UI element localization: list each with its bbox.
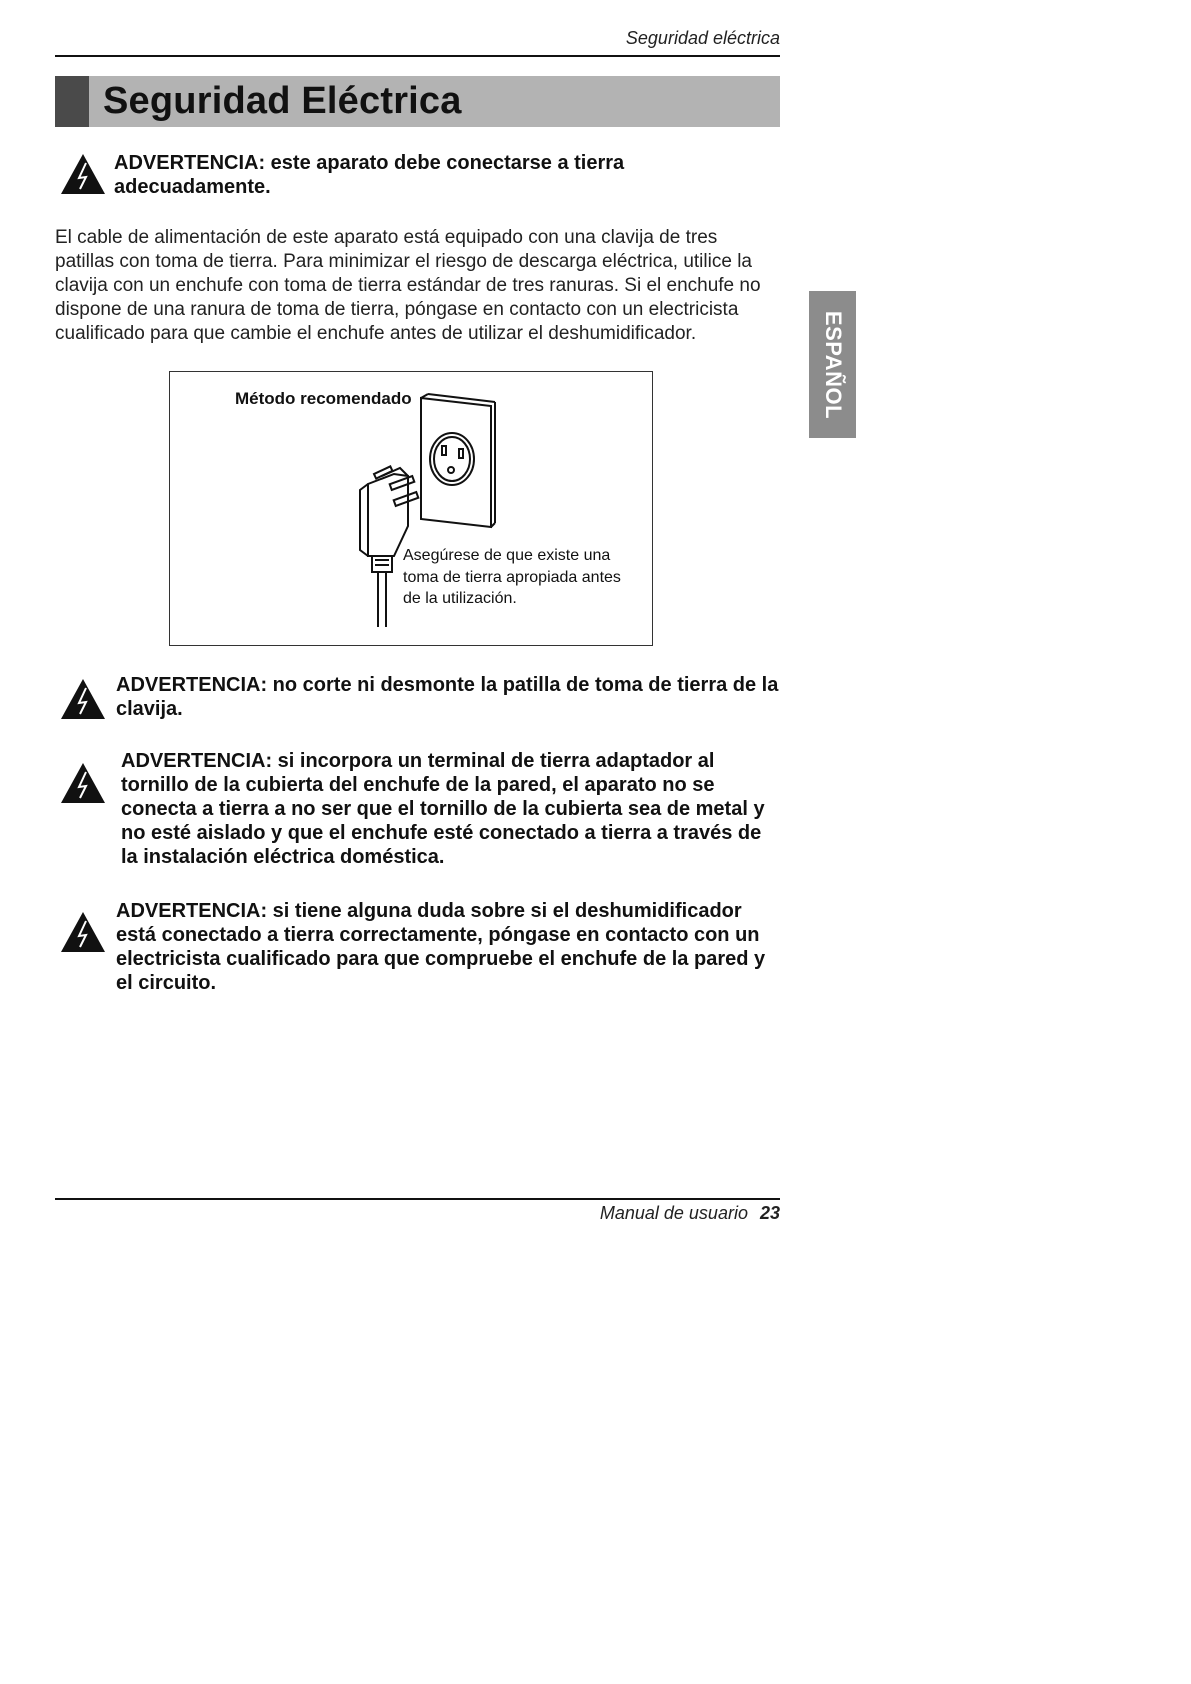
figure-note: Asegúrese de que existe una toma de tierra apropiada antes de la utilización. — [403, 547, 621, 607]
electric-warning-icon — [60, 153, 106, 195]
figure-caption: Método recomendado — [235, 389, 412, 408]
running-header: Seguridad eléctrica — [625, 28, 780, 48]
header-rule — [55, 55, 780, 57]
electric-warning-icon — [60, 762, 106, 804]
section-title-bar — [55, 76, 780, 127]
electric-warning-icon — [60, 911, 106, 953]
warning-text: ADVERTENCIA: este aparato debe conectarse a tierra adecuadamente. — [114, 152, 625, 198]
language-tab-label: ESPAÑOL — [820, 310, 846, 419]
warning-text: ADVERTENCIA: si tiene alguna duda sobre si el deshumidificador está conectado a tierra correctamente, póngase en contacto con un electricista cualificado para que compruebe el enchufe de la pared y el circuito. — [116, 900, 766, 994]
body-paragraph: El cable de alimentación de este aparato está equipado con una clavija de tres patillas con toma de tierra. Para minimizar el riesgo de descarga eléctrica, utilice la clavija con un enchufe con toma de tierra estándar de tres ranuras. Si el enchufe no dispone de una ranura de toma de tierra, póngase en contacto con un electricista cualificado para que cambie el enchufe antes de utilizar el deshumidificador. — [55, 227, 761, 344]
page-title: Seguridad Eléctrica — [103, 80, 462, 122]
page-footer — [55, 1203, 780, 1224]
electric-warning-icon — [60, 678, 106, 720]
grounding-figure — [169, 371, 653, 646]
warning-text: ADVERTENCIA: no corte ni desmonte la patilla de toma de tierra de la clavija. — [116, 674, 779, 720]
page-number: 23 — [759, 1203, 780, 1223]
language-tab — [809, 291, 856, 438]
footer-label: Manual de usuario — [599, 1203, 748, 1223]
footer-rule — [55, 1198, 780, 1200]
warning-text: ADVERTENCIA: si incorpora un terminal de tierra adaptador al tornillo de la cubierta del enchufe de la pared, el aparato no se conecta a tierra a no ser que el tornillo de la cubierta sea de metal y no esté aislado y que el enchufe esté conectado a tierra a través de la instalación eléctrica doméstica. — [121, 750, 765, 868]
title-accent-block — [55, 76, 89, 127]
wall-outlet-icon — [421, 394, 495, 527]
